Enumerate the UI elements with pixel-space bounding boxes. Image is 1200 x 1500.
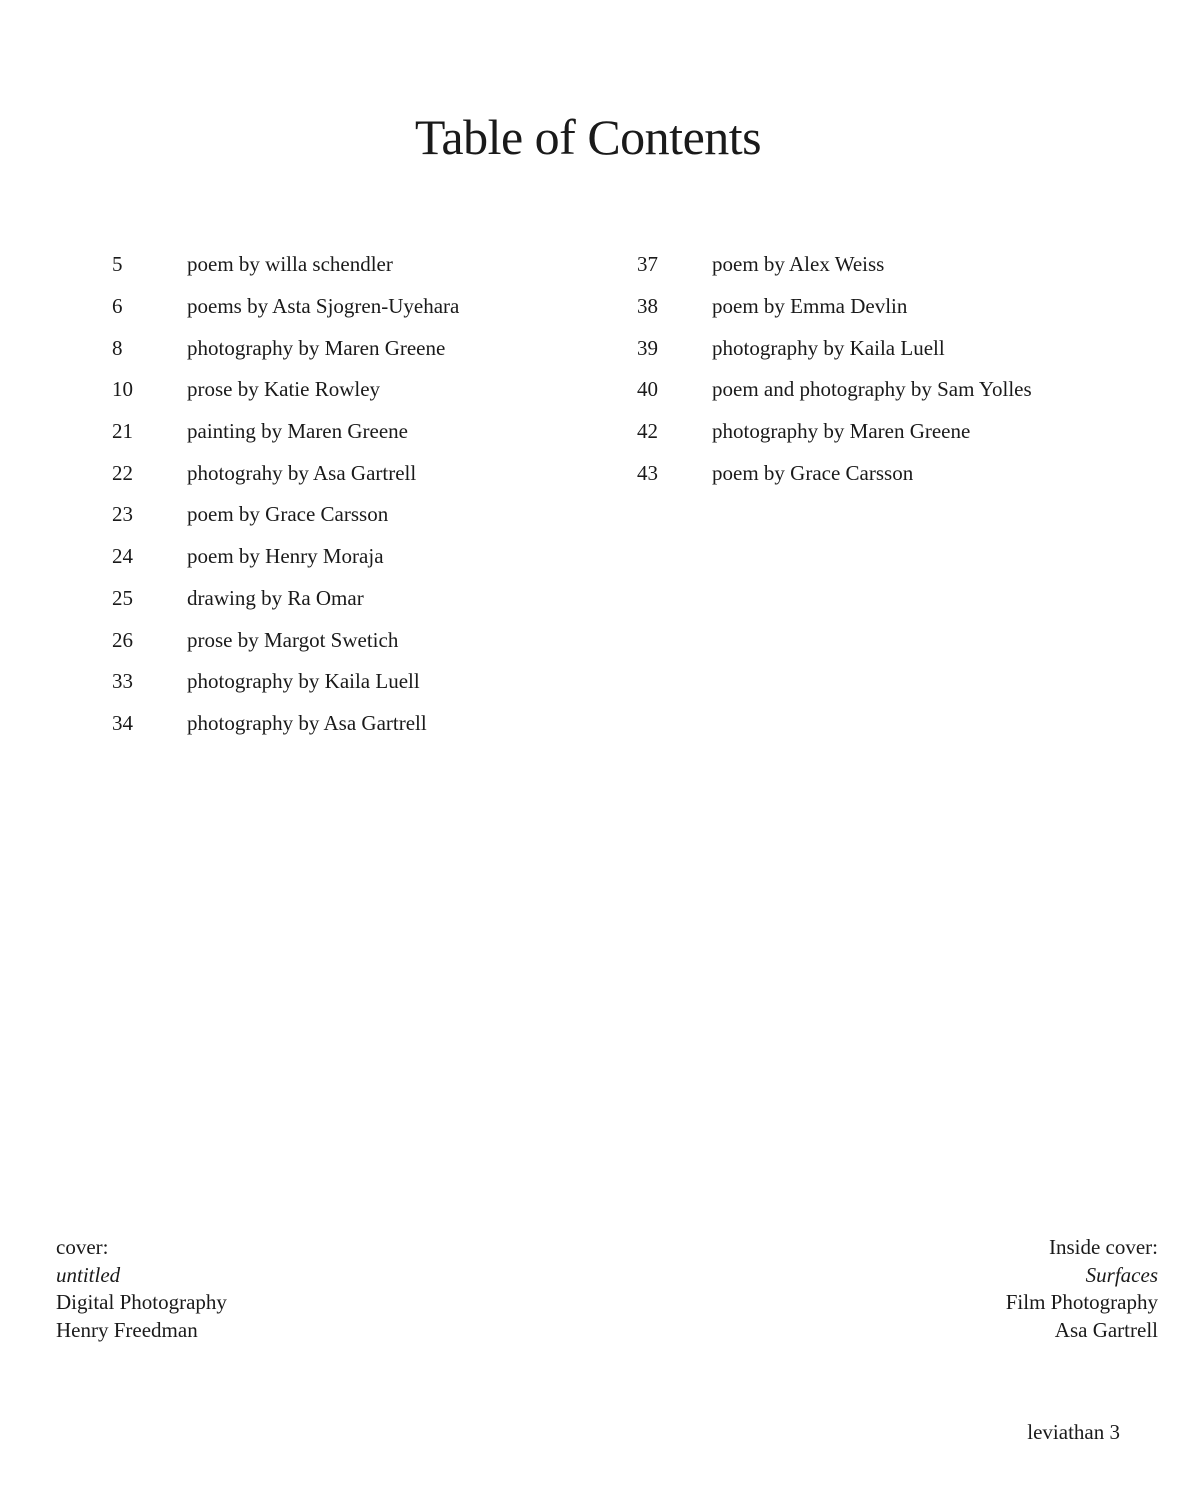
cover-credit [56, 1234, 227, 1344]
toc-entry [637, 327, 1157, 369]
toc-entry-text: photography by Kaila Luell [187, 669, 420, 694]
inside-cover-credit [1006, 1234, 1158, 1344]
toc-entry-text: poems by Asta Sjogren-Uyehara [187, 294, 460, 319]
toc-page-number: 33 [112, 669, 133, 694]
toc-page-number: 25 [112, 585, 133, 610]
toc-entry [112, 661, 582, 703]
inside-cover-credit-artist: Asa Gartrell [1054, 1317, 1158, 1342]
inside-cover-credit-label: Inside cover: [1048, 1235, 1158, 1259]
cover-credit-medium: Digital Photography [56, 1290, 227, 1314]
inside-cover-credit-title: Surfaces [1085, 1262, 1158, 1287]
toc-entry-text: painting by Maren Greene [187, 419, 409, 444]
toc-page-number: 10 [112, 377, 133, 402]
toc-entry [637, 369, 1157, 411]
toc-entry [112, 536, 582, 578]
toc-page-number: 6 [112, 294, 123, 319]
toc-page-number: 43 [637, 460, 658, 485]
toc-page-number: 40 [637, 377, 658, 402]
toc-entry-text: poem by willa schendler [187, 252, 393, 277]
toc-entry-text: prose by Margot Swetich [187, 627, 399, 652]
toc-entry [112, 286, 582, 328]
toc-entry-text: prose by Katie Rowley [187, 377, 381, 402]
toc-left-column [112, 244, 582, 744]
toc-entry-text: poem by Emma Devlin [712, 294, 908, 319]
page-folio: leviathan 3 [1027, 1420, 1120, 1444]
toc-entry-text: poem and photography by Sam Yolles [712, 377, 1032, 402]
toc-entry [112, 452, 582, 494]
toc-entry-text: photography by Maren Greene [712, 419, 971, 444]
cover-credit-label: cover: [56, 1235, 109, 1259]
toc-page-number: 38 [637, 294, 658, 319]
toc-entry-text: poem by Grace Carsson [187, 502, 389, 527]
toc-page-number: 24 [112, 544, 133, 569]
toc-entry [637, 411, 1157, 453]
toc-entry-text: photography by Asa Gartrell [187, 710, 427, 735]
toc-right-column [637, 244, 1157, 494]
inside-cover-credit-medium: Film Photography [1005, 1290, 1158, 1314]
page-title: Table of Contents [414, 109, 762, 165]
toc-entry-text: photograhy by Asa Gartrell [187, 460, 417, 485]
toc-entry [112, 619, 582, 661]
cover-credit-artist: Henry Freedman [56, 1317, 198, 1342]
toc-entry [112, 494, 582, 536]
toc-entry-text: poem by Henry Moraja [187, 544, 384, 569]
toc-entry-text: poem by Alex Weiss [712, 252, 885, 277]
toc-page-number: 21 [112, 419, 133, 444]
toc-entry [112, 411, 582, 453]
toc-entry [637, 286, 1157, 328]
toc-page-number: 34 [112, 710, 133, 735]
toc-entry [112, 703, 582, 745]
toc-page-number: 42 [637, 419, 658, 444]
toc-entry [112, 327, 582, 369]
toc-entry-text: photography by Kaila Luell [712, 335, 945, 360]
toc-entry-text: photography by Maren Greene [187, 335, 446, 360]
toc-entry-text: drawing by Ra Omar [187, 585, 364, 610]
toc-page-number: 22 [112, 460, 133, 485]
toc-page-number: 37 [637, 252, 658, 277]
toc-entry-text: poem by Grace Carsson [712, 460, 914, 485]
toc-page-number: 26 [112, 627, 133, 652]
toc-entry [637, 244, 1157, 286]
toc-page-number: 8 [112, 335, 123, 360]
cover-credit-title: untitled [56, 1262, 121, 1287]
toc-entry [637, 452, 1157, 494]
toc-page-number: 39 [637, 335, 658, 360]
toc-page-number: 23 [112, 502, 133, 527]
toc-page-number: 5 [112, 252, 123, 277]
toc-entry [112, 244, 582, 286]
toc-entry [112, 369, 582, 411]
toc-entry [112, 578, 582, 620]
